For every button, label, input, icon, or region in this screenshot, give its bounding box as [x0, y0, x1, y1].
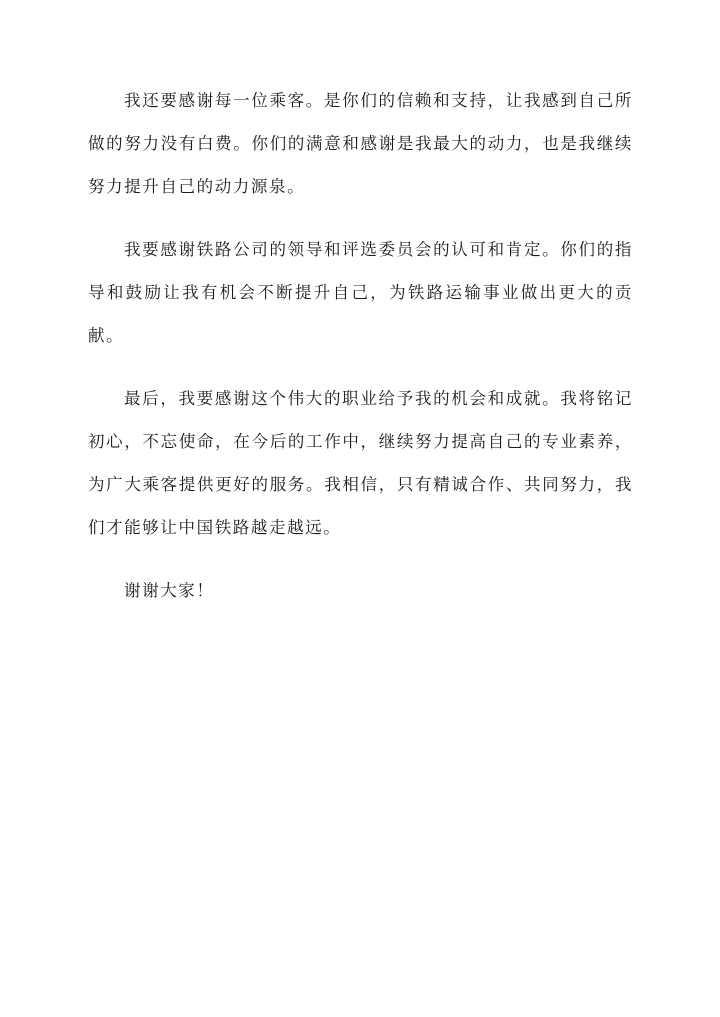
- paragraph-thanks-passengers: 我还要感谢每一位乘客。是你们的信赖和支持，让我感到自己所做的努力没有白费。你们的满意和感谢是我最大的动力，也是我继续努力提升自己的动力源泉。: [88, 91, 633, 196]
- paragraph-closing-commitment: 最后，我要感谢这个伟大的职业给予我的机会和成就。我将铭记初心，不忘使命，在今后的工作中，继续努力提高自己的专业素养，为广大乘客提供更好的服务。我相信，只有精诚合作、共同努力，我们才能够让中国铁路越走越远。: [88, 389, 633, 537]
- document-body: [88, 79, 633, 632]
- paragraph-thank-you: 谢谢大家！: [124, 581, 215, 600]
- paragraph-thanks-leadership: 我要感谢铁路公司的领导和评选委员会的认可和肯定。你们的指导和鼓励让我有机会不断提升自己，为铁路运输事业做出更大的贡献。: [88, 240, 633, 345]
